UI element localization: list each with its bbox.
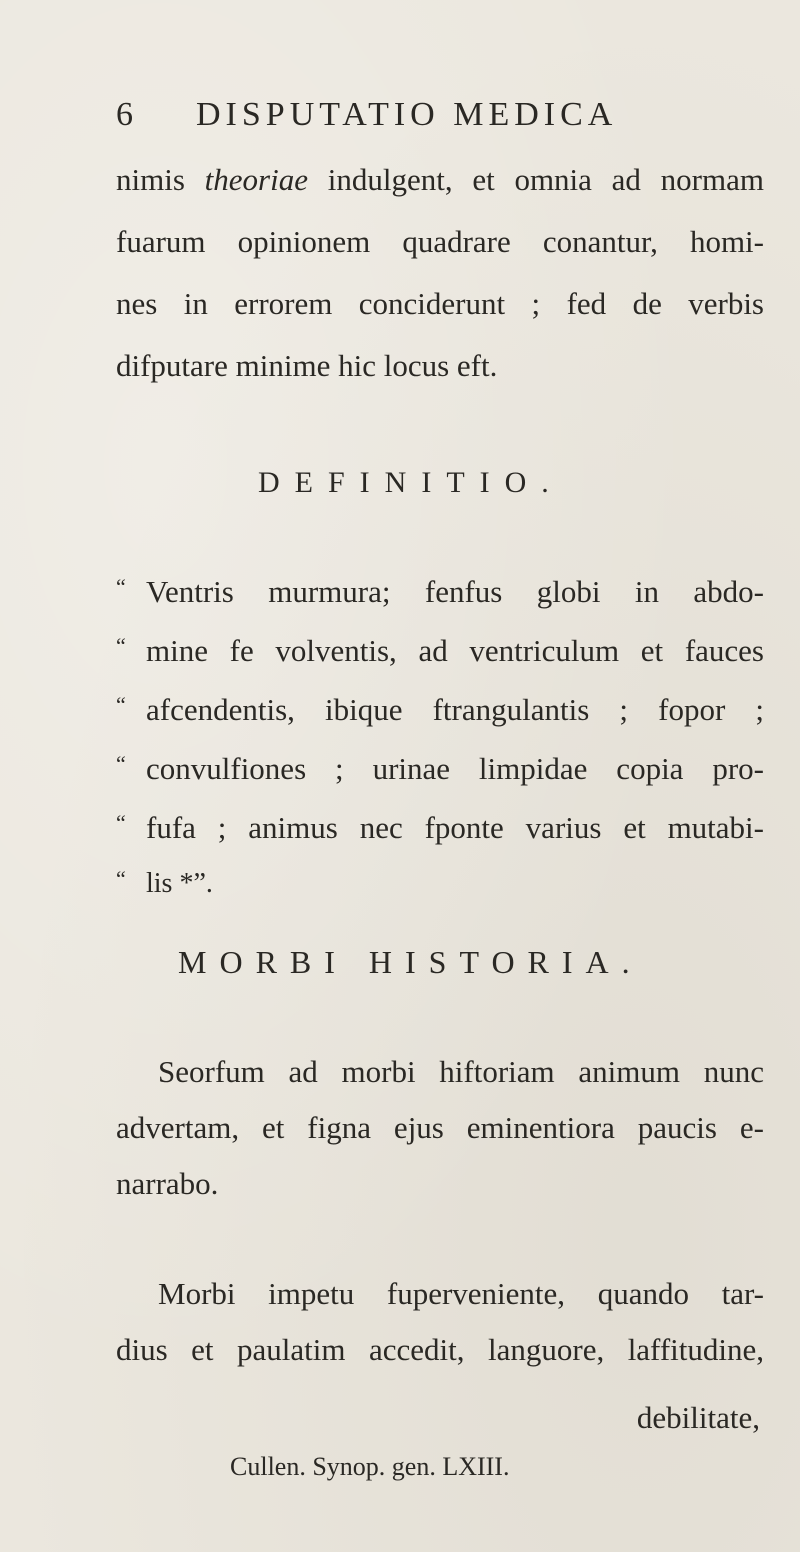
italic-word: theoriae [204, 162, 308, 197]
historia-line-4: Morbi impetu fuperveniente, quando tar- [158, 1276, 764, 1311]
historia-line-3: narrabo. [116, 1166, 219, 1201]
definitio-line-2: mine fe volventis, ad ventriculum et fauces [146, 633, 764, 668]
intro-line-4: difputare minime hic locus eft. [116, 348, 498, 383]
quote-mark: “ [116, 751, 126, 776]
quote-mark: “ [116, 692, 126, 717]
intro-line-3: nes in errorem conciderunt ; fed de verbis [116, 286, 764, 321]
quote-mark: “ [116, 866, 126, 891]
definitio-line-3: afcendentis, ibique ftrangulantis ; fopor ; [146, 692, 764, 727]
definitio-line-6: lis *”. [146, 868, 213, 899]
historia-heading: MORBI HISTORIA. [178, 944, 643, 980]
intro-line-2: fuarum opinionem quadrare conantur, homi- [116, 224, 764, 259]
historia-line-1: Seorfum ad morbi hiftoriam animum nunc [158, 1054, 764, 1089]
historia-line-5: dius et paulatim accedit, languore, laffitudine, [116, 1332, 764, 1367]
running-title: DISPUTATIO MEDICA [196, 96, 618, 133]
page-number: 6 [116, 96, 137, 133]
quote-mark: “ [116, 810, 126, 835]
definitio-line-4: convulfiones ; urinae limpidae copia pro- [146, 751, 764, 786]
quote-mark: “ [116, 574, 126, 599]
running-header [116, 96, 716, 146]
definitio-line-1: Ventris murmura; fenfus globi in abdo- [146, 574, 764, 609]
intro-line-1: nimis theoriae indulgent, et omnia ad normam [116, 162, 764, 197]
footnote: Cullen. Synop. gen. LXIII. [230, 1452, 510, 1481]
historia-line-2: advertam, et figna ejus eminentiora paucis e- [116, 1110, 764, 1145]
definitio-line-5: fufa ; animus nec fponte varius et mutabi- [146, 810, 764, 845]
quote-mark: “ [116, 633, 126, 658]
definitio-heading: DEFINITIO. [258, 466, 564, 499]
catchword: debilitate, [636, 1400, 760, 1435]
